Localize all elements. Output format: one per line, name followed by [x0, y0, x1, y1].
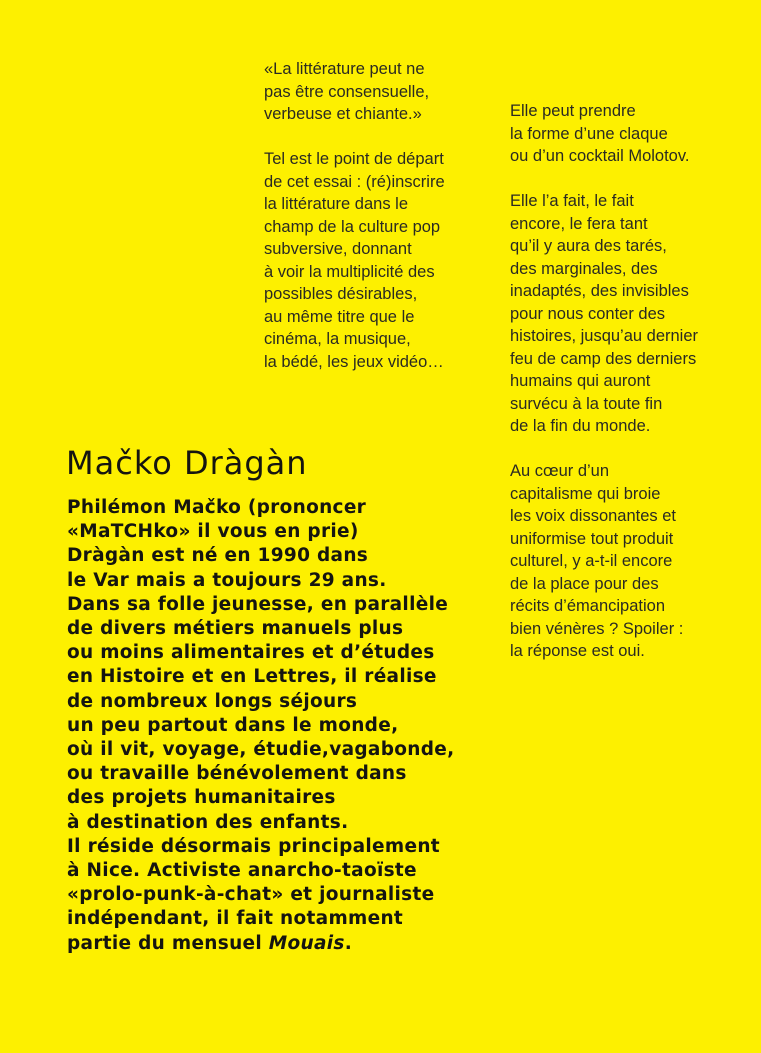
- blurb-paragraph-2: Elle l’a fait, le fait encore, le fera tant qu’il y aura des tarés, des marginales, des inadaptés, des invisibles pour nous conter des histoires, jusqu’au dernier feu de camp des derniers humains qui auront survécu à la toute fin de la fin du monde.: [510, 192, 699, 435]
- back-cover-blurb-right: [510, 100, 750, 663]
- magazine-title: Mouais: [268, 932, 345, 954]
- author-name: Mačko Dràgàn: [66, 444, 308, 482]
- back-cover-blurb-left: [264, 58, 500, 373]
- blurb-quote: «La littérature peut ne pas être consensuelle, verbeuse et chiante.»: [264, 60, 430, 123]
- blurb-paragraph-1: Elle peut prendre la forme d’une claque ou d’un cocktail Molotov.: [510, 102, 690, 165]
- author-bio-end: .: [344, 932, 353, 954]
- author-bio: [67, 496, 507, 956]
- author-bio-text: Philémon Mačko (prononcer «MaTCHko» il vous en prie) Dràgàn est né en 1990 dans le Var mais a toujours 29 ans. Dans sa folle jeunesse, en parallèle de divers métiers manuels plus ou moins alimentaires et d’études en Histoire et en Lettres, il réalise de nombreux longs séjours un peu partout dans le monde, où il vit, voyage, étudie,vagabonde, ou travaille bénévolement dans des projets humanitaires à destination des enfants. Il réside désormais principalement à Nice. Activiste anarcho-taoïste «prolo-punk-à-chat» et journaliste indépendant, il fait notamment partie du mensuel: [67, 497, 455, 954]
- blurb-paragraph-3: Au cœur d’un capitalisme qui broie les voix dissonantes et uniformise tout produit culturel, y a-t-il encore de la place pour des récits d’émancipation bien vénères ? Spoiler : la réponse est oui.: [510, 462, 684, 660]
- blurb-paragraph-intro: Tel est le point de départ de cet essai : (ré)inscrire la littérature dans le champ de la culture pop subversive, donnant à voir la multiplicité des possibles désirables, au même titre que le cinéma, la musique, la bédé, les jeux vidéo…: [264, 150, 445, 371]
